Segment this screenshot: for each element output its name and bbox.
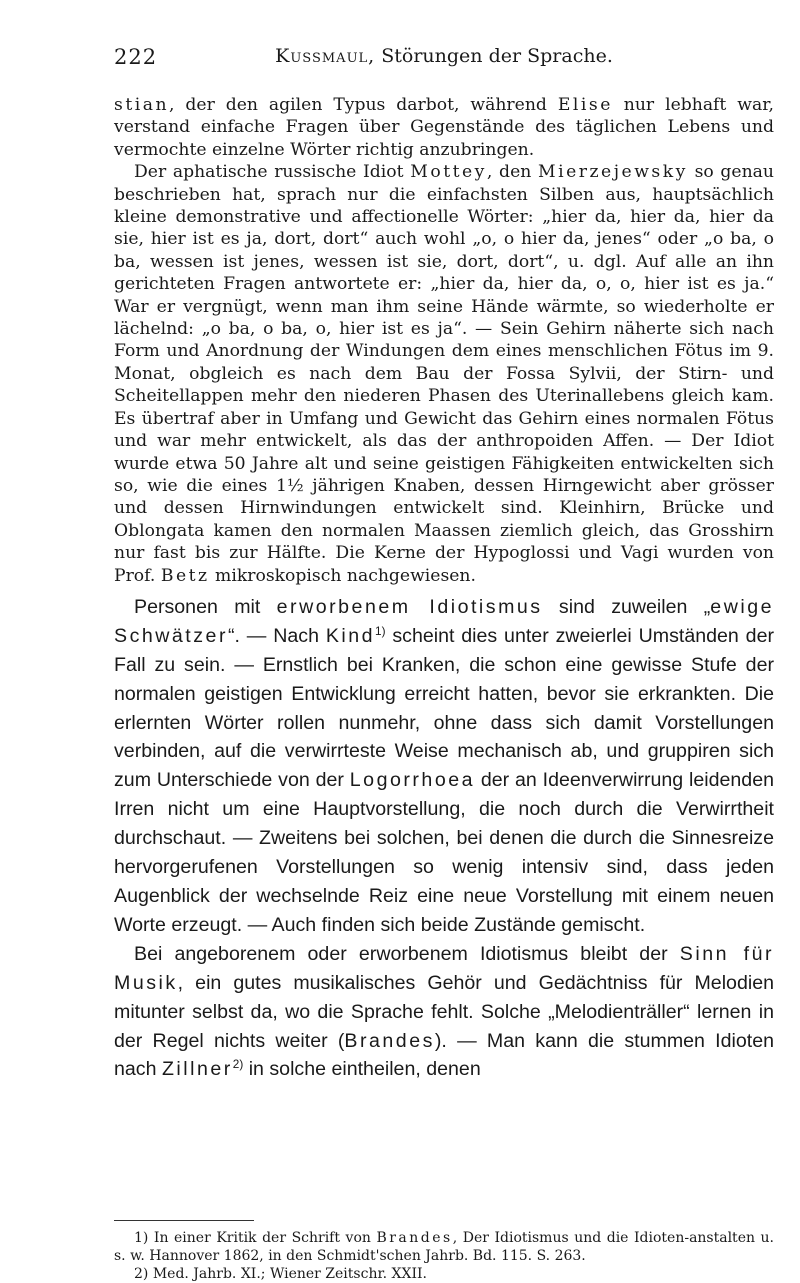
paragraph-1-text-a: , der den agilen Typus darbot, während [169, 95, 558, 115]
paragraph-1-text-b: nur lebhaft war, verstand einfache Fragen über Gegenstände des täglichen Lebens und vermochte einzelne Wörter richtig anzubringen. [114, 95, 774, 160]
running-head-author: Kussmaul, [275, 45, 376, 67]
paragraph-4-text-c: ). — Man kann die stummen Idioten nach [114, 1029, 775, 1081]
running-title [114, 45, 774, 67]
term-erworbenem-idiotismus: erworbenem Idiotismus [276, 595, 543, 618]
paragraph-2-text-a: Der aphatische russische Idiot [134, 162, 411, 183]
name-mottey: Mottey [410, 162, 487, 183]
footnote-2: 2) Med. Jahrb. XI.; Wiener Zeitschr. XXII. [134, 1266, 427, 1282]
paragraph-2-text-b: , den [486, 162, 538, 183]
paragraph-1 [114, 94, 774, 161]
paragraph-4 [114, 940, 774, 1085]
name-brandes: Brandes [344, 1029, 435, 1052]
footnote-1-text-a: 1) In einer Kritik der Schrift von [134, 1230, 377, 1246]
name-elise: Elise [557, 95, 613, 115]
paragraph-3-text-e: der an Ideenverwirrung leidenden Irren nicht um eine Hauptvorstellung, die noch durch die Verwirrtheit durchschaut. — Zweitens bei solchen, bei denen die durch die Sinnesreize hervorgerufenen Vorstellungen so wenig intensiv sind, dass jeden Augenblick der wechselnde Reiz eine neue Vorstellung mit einem neuen Worte erzeugt. — Auch finden sich beide Zustände gemischt. [114, 769, 775, 936]
footnote-divider [114, 1220, 254, 1221]
running-head [114, 45, 774, 75]
paragraph-3-text-d: scheint dies unter zweierlei Umständen der Fall zu sein. — Ernstlich bei Kranken, die schon eine gewisse Stufe der normalen geistigen Entwicklung erreicht hatten, bevor sie erkrankten. Die erlernten Wörter rollen nunmehr, ohne dass sich damit Vorstellungen verbinden, auf die verwirrteste Weise mechanisch ab, und gruppiren sich zum Unterschiede von der [114, 624, 774, 792]
term-sinn-fuer-musik: Sinn für Musik [114, 942, 774, 994]
body-text [114, 94, 774, 1084]
paragraph-2 [114, 161, 774, 587]
paragraph-2-text-c: so genau beschrieben hat, sprach nur die einfachsten Silben aus, hauptsächlich kleine demonstrative und affectionelle Wörter: „hier da, hier da, hier da sie, hier ist es ja, dort, dort“ auch wohl „o, o hier da, jenes“ oder „o ba, o ba, wessen ist jenes, wessen ist sie, dort, dort“, u. dgl. Auf alle an ihn gerichteten Fragen antwortete er: „hier da, hier da, o, o, hier ist es ja.“ War er vergnügt, wenn man ihm seine Hände wärmte, so wiederholte er lächelnd: „o ba, o ba, o, hier ist es ja“. — Sein Gehirn näherte sich nach Form und Anordnung der Windungen dem eines menschlichen Fötus im 9. Monat, obgleich es nach dem Bau der Fossa Sylvii, der Stirn- und Scheitellappen mehr den niederen Phasen des Uterinallebens gleich kam. Es übertraf aber in Umfang und Gewicht das Gehirn eines normalen Fötus und war mehr entwickelt, als das der anthropoiden Affen. — Der Idiot wurde etwa 50 Jahre alt und seine geistigen Fähigkeiten entwickelten sich so, wie die eines 1½ jährigen Knaben, dessen Hirngewicht aber grösser und dessen Hirnwindungen entwickelt sind. Kleinhirn, Brücke und Oblongata kamen den normalen Maassen ziemlich gleich, das Grosshirn nur fast bis zur Hälfte. Die Kerne der Hypoglossi und Vagi wurden von Prof. [114, 162, 774, 586]
name-stian: stian [114, 95, 170, 115]
footnotes [114, 1229, 774, 1283]
term-ewige-schwaetzer: ewige Schwätzer [114, 595, 774, 647]
paragraph-3 [114, 593, 774, 940]
paragraph-4-text-d: in solche eintheilen, denen [243, 1058, 481, 1081]
paragraph-3-text-c: “. — Nach [227, 624, 326, 647]
footnote-ref-2: 2) [232, 1058, 244, 1072]
paragraph-3-text-a: Personen mit [134, 595, 277, 618]
footnote-1-name-brandes: Brandes [376, 1230, 453, 1246]
page-number: 222 [114, 45, 158, 69]
name-mierzejewsky: Mierzejewsky [538, 162, 688, 183]
footnote-1 [114, 1229, 774, 1265]
running-head-title: Störungen der Sprache. [381, 45, 613, 67]
paragraph-3-text-b: sind zuweilen „ [542, 595, 711, 618]
footnote-1-text-b: , Der Idiotismus und die Idioten-anstalten u. s. w. Hannover 1862, in den Schmidt'schen Jahrb. Bd. 115. S. 263. [114, 1230, 775, 1264]
main-text-large [114, 593, 774, 1084]
name-kind: Kind [325, 624, 376, 647]
paragraph-4-text-a: Bei angeborenem oder erworbenem Idiotismus bleibt der [134, 942, 680, 965]
footnote-ref-1: 1) [375, 624, 386, 638]
term-logorrhoea: Logorrhoea [349, 769, 476, 792]
name-zillner: Zillner [161, 1058, 233, 1081]
paragraph-2-text-d: mikroskopisch nachgewiesen. [209, 565, 476, 586]
paragraph-4-text-b: , ein gutes musikalisches Gehör und Gedächtniss für Melodien mitunter selbst da, wo die Sprache fehlt. Solche „Melodienträller“ lernen in der Regel nichts weiter ( [114, 971, 774, 1052]
name-betz: Betz [160, 565, 210, 586]
